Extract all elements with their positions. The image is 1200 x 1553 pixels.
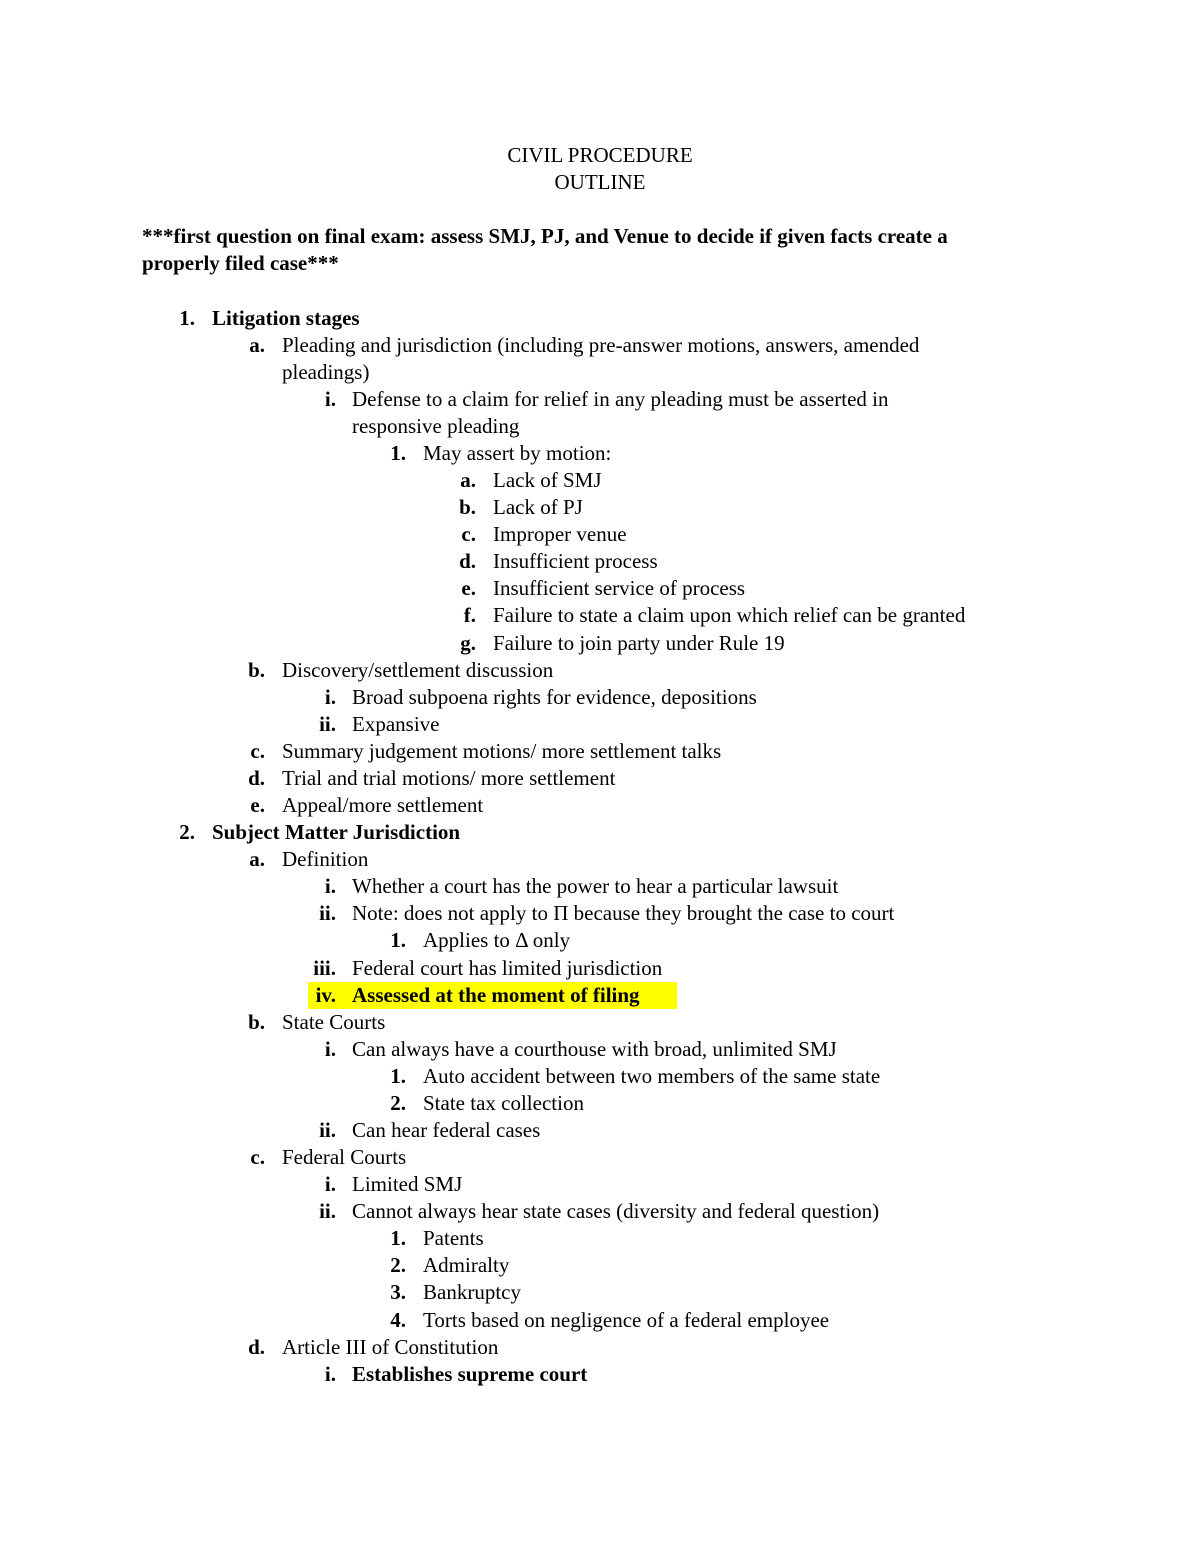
list-marker: d. [459, 549, 476, 573]
list-item-text: Lack of SMJ [493, 468, 602, 492]
list-item-text: State Courts [282, 1010, 386, 1034]
exam-note [142, 223, 1072, 277]
list-marker: g. [460, 631, 476, 655]
list-item-text: Summary judgement motions/ more settlement talks [282, 739, 722, 763]
list-item-text: Discovery/settlement discussion [282, 658, 554, 682]
list-item-text: May assert by motion: [423, 441, 612, 465]
list-marker: 2. [390, 1253, 406, 1277]
list-item-text: Can always have a courthouse with broad, unlimited SMJ [352, 1037, 837, 1061]
list-marker: f. [463, 603, 476, 627]
list-marker: 3. [390, 1280, 406, 1304]
list-item-text: pleadings) [282, 360, 370, 384]
list-marker: 1. [179, 306, 195, 330]
list-marker: 2. [390, 1091, 406, 1115]
document-title: CIVIL PROCEDURE [507, 143, 693, 167]
list-marker: i. [324, 387, 336, 411]
list-item-text: Whether a court has the power to hear a particular lawsuit [352, 874, 839, 898]
list-marker: ii. [319, 712, 336, 736]
list-marker: 1. [390, 928, 406, 952]
list-item-text: Definition [282, 847, 369, 871]
list-marker: b. [459, 495, 476, 519]
document-subtitle: OUTLINE [554, 170, 646, 194]
list-marker: a. [249, 333, 265, 357]
list-marker: b. [248, 1010, 265, 1034]
list-marker: e. [461, 576, 476, 600]
list-marker: c. [461, 522, 476, 546]
list-marker: a. [460, 468, 476, 492]
list-item-text: Article III of Constitution [282, 1335, 499, 1359]
list-item-text: Federal Courts [282, 1145, 407, 1169]
list-item-text: Defense to a claim for relief in any pleading must be asserted in [352, 387, 889, 411]
list-marker: c. [250, 739, 265, 763]
list-marker: iv. [315, 983, 336, 1007]
list-item-text: Patents [423, 1226, 484, 1250]
exam-note-line-1: ***first question on final exam: assess SMJ, PJ, and Venue to decide if given facts create a [142, 224, 948, 248]
list-item-text: Establishes supreme court [352, 1362, 588, 1386]
list-item-text: Note: does not apply to Π because they brought the case to court [352, 901, 895, 925]
list-item-text: Appeal/more settlement [282, 793, 484, 817]
list-marker: 2. [179, 820, 195, 844]
list-marker: i. [324, 1362, 336, 1386]
list-item-text: Trial and trial motions/ more settlement [282, 766, 616, 790]
exam-note-line-2: properly filed case*** [142, 251, 339, 275]
list-marker: i. [324, 1037, 336, 1061]
list-marker: c. [250, 1145, 265, 1169]
list-item-text: Assessed at the moment of filing [352, 983, 640, 1007]
list-marker: 4. [390, 1308, 406, 1332]
list-item-text: Expansive [352, 712, 440, 736]
list-marker: ii. [319, 1199, 336, 1223]
list-item-text: Federal court has limited jurisdiction [352, 956, 663, 980]
list-item-text: Failure to join party under Rule 19 [493, 631, 785, 655]
list-marker: b. [248, 658, 265, 682]
list-item-text: Applies to Δ only [423, 928, 571, 952]
list-item-text: Insufficient process [493, 549, 658, 573]
section-heading: Subject Matter Jurisdiction [212, 820, 461, 844]
list-item-text: Improper venue [493, 522, 627, 546]
list-item-text: State tax collection [423, 1091, 584, 1115]
list-marker: d. [248, 766, 265, 790]
list-item-text: Torts based on negligence of a federal employee [423, 1308, 830, 1332]
list-item-text: Insufficient service of process [493, 576, 746, 600]
section-heading: Litigation stages [212, 306, 360, 330]
list-marker: 1. [390, 1226, 406, 1250]
list-marker: ii. [319, 1118, 336, 1142]
list-item-text: Pleading and jurisdiction (including pre-answer motions, answers, amended [282, 333, 920, 357]
list-marker: i. [324, 1172, 336, 1196]
list-marker: e. [250, 793, 265, 817]
list-item-text: Can hear federal cases [352, 1118, 541, 1142]
list-marker: a. [249, 847, 265, 871]
list-item-text: Auto accident between two members of the same state [423, 1064, 881, 1088]
list-item-text: responsive pleading [352, 414, 520, 438]
list-marker: i. [324, 874, 336, 898]
list-item-text: Cannot always hear state cases (diversity and federal question) [352, 1199, 880, 1223]
list-item-text: Bankruptcy [423, 1280, 521, 1304]
list-marker: iii. [313, 956, 336, 980]
list-item-text: Admiralty [423, 1253, 510, 1277]
list-marker: i. [324, 685, 336, 709]
list-item-text: Failure to state a claim upon which relief can be granted [493, 603, 966, 627]
list-item-text: Limited SMJ [352, 1172, 463, 1196]
list-marker: 1. [390, 1064, 406, 1088]
list-item-text: Lack of PJ [493, 495, 583, 519]
list-marker: d. [248, 1335, 265, 1359]
list-item-text: Broad subpoena rights for evidence, depositions [352, 685, 757, 709]
list-marker: ii. [319, 901, 336, 925]
list-marker: 1. [390, 441, 406, 465]
